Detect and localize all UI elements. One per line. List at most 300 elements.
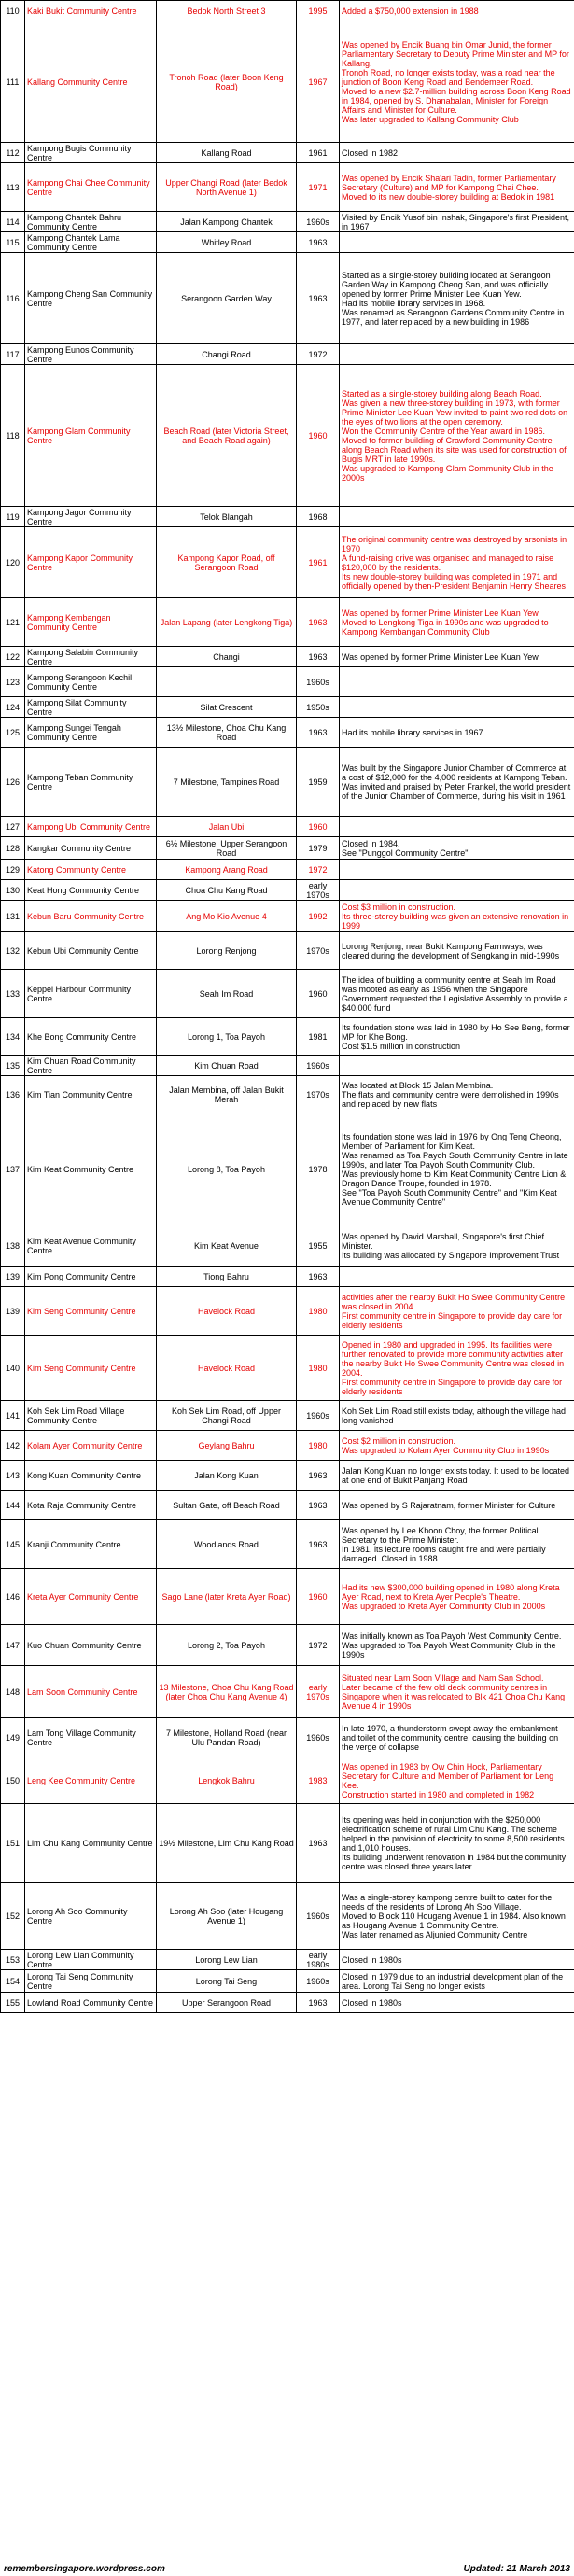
year-opened: 1959: [297, 748, 340, 817]
row-number: 153: [1, 1950, 25, 1970]
centre-location: Whitley Road: [157, 232, 297, 253]
centre-location: 13½ Milestone, Choa Chu Kang Road: [157, 718, 297, 748]
table-row: [1, 1491, 574, 1520]
note-line: Was initially known as Toa Payoh West Community Centre.: [342, 1631, 562, 1641]
row-number: 143: [1, 1461, 25, 1491]
table-row: [1, 1666, 574, 1718]
centre-notes: [340, 837, 574, 860]
row-number: 139: [1, 1267, 25, 1287]
note-line: Had its mobile library services in 1967: [342, 727, 483, 737]
year-opened: 1972: [297, 344, 340, 365]
note-line: Won the Community Centre of the Year award in 1986.: [342, 426, 545, 436]
row-number: 149: [1, 1718, 25, 1757]
centre-name: Lowland Road Community Centre: [25, 1993, 157, 2013]
note-line: Was opened by Lee Khoon Choy, the former Political Secretary to the Prime Minister.: [342, 1525, 539, 1545]
note-line: Cost $1.5 million in construction: [342, 1041, 461, 1051]
centre-location: Jalan Membina, off Jalan Bukit Merah: [157, 1076, 297, 1113]
centre-name: Kim Chuan Road Community Centre: [25, 1056, 157, 1076]
year-opened: 1960s: [297, 1883, 340, 1950]
centre-notes: [340, 1883, 574, 1950]
table-row: [1, 1267, 574, 1287]
note-line: Was opened by former Prime Minister Lee Kuan Yew: [342, 651, 539, 662]
table-row: [1, 1336, 574, 1401]
site-url: remembersingapore.wordpress.com: [4, 2564, 165, 2574]
year-opened: 1960s: [297, 667, 340, 697]
centre-notes: [340, 1225, 574, 1267]
centre-notes: [340, 212, 574, 232]
note-line: Added a $750,000 extension in 1988: [342, 6, 479, 16]
note-line: Closed in 1984.: [342, 838, 400, 848]
centre-location: Upper Serangoon Road: [157, 1993, 297, 2013]
row-number: 118: [1, 365, 25, 507]
row-number: 122: [1, 647, 25, 667]
note-line: Its foundation stone was laid in 1980 by Ho See Beng, former MP for Khe Bong.: [342, 1022, 570, 1042]
note-line: Construction started in 1980 and completed in 1982: [342, 1789, 535, 1799]
footer: [0, 2563, 574, 2576]
table-row: [1, 1950, 574, 1970]
year-opened: 1950s: [297, 697, 340, 718]
centre-name: Kim Pong Community Centre: [25, 1267, 157, 1287]
centre-location: Lorong Renjong: [157, 932, 297, 970]
centre-notes: [340, 598, 574, 647]
centre-name: Kong Kuan Community Centre: [25, 1461, 157, 1491]
year-opened: early 1980s: [297, 1950, 340, 1970]
table-row: [1, 647, 574, 667]
centre-location: Bedok North Street 3: [157, 1, 297, 21]
note-line: Visited by Encik Yusof bin Inshak, Singapore's first President, in 1967: [342, 212, 570, 231]
centre-name: Katong Community Centre: [25, 860, 157, 880]
row-number: 152: [1, 1883, 25, 1950]
note-line: See "Punggol Community Centre": [342, 847, 469, 858]
table-body: [1, 1, 574, 2013]
centre-name: Kampong Serangoon Kechil Community Centre: [25, 667, 157, 697]
note-line: Was upgraded to Kampong Glam Community Club in the 2000s: [342, 463, 553, 483]
row-number: 129: [1, 860, 25, 880]
year-opened: 1970s: [297, 1076, 340, 1113]
table-row: [1, 1718, 574, 1757]
centre-location: 13 Milestone, Choa Chu Kang Road (later Choa Chu Kang Avenue 4): [157, 1666, 297, 1718]
centre-name: Lam Tong Village Community Centre: [25, 1718, 157, 1757]
centre-name: Kampong Silat Community Centre: [25, 697, 157, 718]
centre-notes: [340, 365, 574, 507]
centre-notes: [340, 253, 574, 344]
centre-notes: [340, 1970, 574, 1993]
centre-notes: [340, 1461, 574, 1491]
centre-notes: [340, 1267, 574, 1287]
centre-name: Keat Hong Community Centre: [25, 880, 157, 901]
centre-location: Ang Mo Kio Avenue 4: [157, 901, 297, 932]
table-row: [1, 718, 574, 748]
row-number: 127: [1, 817, 25, 837]
note-line: Cost $3 million in construction.: [342, 902, 456, 912]
centre-notes: [340, 1076, 574, 1113]
row-number: 128: [1, 837, 25, 860]
year-opened: 1963: [297, 647, 340, 667]
centre-name: Kampong Cheng San Community Centre: [25, 253, 157, 344]
centre-notes: [340, 647, 574, 667]
table-row: [1, 667, 574, 697]
table-row: [1, 1431, 574, 1461]
centre-location: Sultan Gate, off Beach Road: [157, 1491, 297, 1520]
centre-name: Kampong Glam Community Centre: [25, 365, 157, 507]
centre-name: Kampong Salabin Community Centre: [25, 647, 157, 667]
year-opened: 1972: [297, 860, 340, 880]
centre-notes: [340, 697, 574, 718]
centre-location: Changi: [157, 647, 297, 667]
year-opened: 1960: [297, 365, 340, 507]
year-opened: 1960: [297, 817, 340, 837]
centre-name: Kampong Eunos Community Centre: [25, 344, 157, 365]
note-line: First community centre in Singapore to provide day care for elderly residents: [342, 1310, 563, 1330]
table-row: [1, 748, 574, 817]
year-opened: 1972: [297, 1625, 340, 1666]
year-opened: 1960s: [297, 1970, 340, 1993]
centre-location: Geylang Bahru: [157, 1431, 297, 1461]
year-opened: 1968: [297, 507, 340, 527]
row-number: 120: [1, 527, 25, 598]
row-number: 151: [1, 1804, 25, 1883]
row-number: 113: [1, 163, 25, 212]
note-line: activities after the nearby Bukit Ho Swee Community Centre was closed in 2004.: [342, 1292, 566, 1311]
row-number: 125: [1, 718, 25, 748]
centre-location: Jalan Kampong Chantek: [157, 212, 297, 232]
row-number: 119: [1, 507, 25, 527]
centre-location: Telok Blangah: [157, 507, 297, 527]
centre-location: Beach Road (later Victoria Street, and Beach Road again): [157, 365, 297, 507]
centre-notes: [340, 163, 574, 212]
year-opened: 1963: [297, 598, 340, 647]
year-opened: 1978: [297, 1113, 340, 1225]
centre-location: Kim Keat Avenue: [157, 1225, 297, 1267]
year-opened: 1960s: [297, 1718, 340, 1757]
centre-location: Woodlands Road: [157, 1520, 297, 1569]
centre-location: Lengkok Bahru: [157, 1757, 297, 1804]
centre-name: Kolam Ayer Community Centre: [25, 1431, 157, 1461]
note-line: Later became of the few old deck community centres in Singapore when it was relocated to Blk 421 Choa Chu Kang Avenue 4 in 1990s: [342, 1682, 566, 1711]
note-line: Had its mobile library services in 1968.: [342, 298, 486, 308]
centre-location: 7 Milestone, Holland Road (near Ulu Pandan Road): [157, 1718, 297, 1757]
row-number: 148: [1, 1666, 25, 1718]
centre-location: Havelock Road: [157, 1336, 297, 1401]
year-opened: 1980: [297, 1431, 340, 1461]
note-line: Started as a single-storey building along Beach Road.: [342, 388, 542, 399]
centre-name: Leng Kee Community Centre: [25, 1757, 157, 1804]
year-opened: 1963: [297, 1491, 340, 1520]
row-number: 147: [1, 1625, 25, 1666]
row-number: 126: [1, 748, 25, 817]
year-opened: 1955: [297, 1225, 340, 1267]
note-line: Was later upgraded to Kallang Community Club: [342, 114, 519, 124]
table-row: [1, 1970, 574, 1993]
year-opened: 1981: [297, 1018, 340, 1056]
note-line: Situated near Lam Soon Village and Nam San School.: [342, 1673, 544, 1683]
centre-notes: [340, 1569, 574, 1625]
note-line: Was opened by David Marshall, Singapore's first Chief Minister.: [342, 1231, 544, 1251]
note-line: Was later renamed as Aljunied Community Centre: [342, 1929, 528, 1939]
table-row: [1, 1401, 574, 1431]
table-row: [1, 1569, 574, 1625]
note-line: Moved to former building of Crawford Community Centre along Beach Road when its site was used for construction of Bugis MRT in late 1990s.: [342, 435, 567, 464]
centre-name: Kim Seng Community Centre: [25, 1287, 157, 1336]
centre-notes: [340, 817, 574, 837]
centre-notes: [340, 1757, 574, 1804]
centre-name: Kampong Chantek Bahru Community Centre: [25, 212, 157, 232]
centre-location: Kampong Arang Road: [157, 860, 297, 880]
note-line: First community centre in Singapore to provide day care for elderly residents: [342, 1377, 563, 1396]
year-opened: 1963: [297, 1520, 340, 1569]
centre-name: Kebun Ubi Community Centre: [25, 932, 157, 970]
row-number: 134: [1, 1018, 25, 1056]
note-line: Was opened in 1983 by Ow Chin Hock, Parliamentary Secretary for Culture and Member of Parliament for Leng Kee.: [342, 1761, 554, 1790]
table-row: [1, 1993, 574, 2013]
note-line: Was upgraded to Kreta Ayer Community Club in 2000s: [342, 1601, 546, 1611]
year-opened: 1963: [297, 232, 340, 253]
centre-location: Silat Crescent: [157, 697, 297, 718]
note-line: The idea of building a community centre at Seah Im Road was mooted as early as 1956 when the Singapore Government requested the Legislative Assembly to provide a $40,000 fund: [342, 974, 568, 1013]
centre-location: Kampong Kapor Road, off Serangoon Road: [157, 527, 297, 598]
centre-location: Serangoon Garden Way: [157, 253, 297, 344]
row-number: 123: [1, 667, 25, 697]
note-line: Was renamed as Serangoon Gardens Community Centre in 1977, and later replaced by a new building in 1986: [342, 307, 565, 327]
centre-location: 6½ Milestone, Upper Serangoon Road: [157, 837, 297, 860]
centre-notes: [340, 1993, 574, 2013]
centre-location: Koh Sek Lim Road, off Upper Changi Road: [157, 1401, 297, 1431]
note-line: Had its new $300,000 building opened in 1980 along Kreta Ayer Road, next to Kreta Ayer People's Theatre.: [342, 1582, 560, 1602]
note-line: Its three-storey building was given an extensive renovation in 1999: [342, 911, 569, 931]
row-number: 141: [1, 1401, 25, 1431]
centre-notes: [340, 1018, 574, 1056]
centre-name: Kampong Kembangan Community Centre: [25, 598, 157, 647]
table-row: [1, 880, 574, 901]
centre-name: Kaki Bukit Community Centre: [25, 1, 157, 21]
row-number: 155: [1, 1993, 25, 2013]
centre-notes: [340, 21, 574, 143]
table-row: [1, 970, 574, 1018]
row-number: 114: [1, 212, 25, 232]
table-row: [1, 365, 574, 507]
centre-name: Lam Soon Community Centre: [25, 1666, 157, 1718]
table-row: [1, 1056, 574, 1076]
row-number: 154: [1, 1970, 25, 1993]
centre-name: Kampong Chai Chee Community Centre: [25, 163, 157, 212]
year-opened: early 1970s: [297, 1666, 340, 1718]
year-opened: 1980: [297, 1336, 340, 1401]
note-line: Was upgraded to Kolam Ayer Community Club in 1990s: [342, 1445, 550, 1455]
note-line: Was opened by former Prime Minister Lee Kuan Yew.: [342, 608, 540, 618]
table-row: [1, 1461, 574, 1491]
table-row: [1, 860, 574, 880]
year-opened: 1960s: [297, 212, 340, 232]
row-number: 137: [1, 1113, 25, 1225]
year-opened: 1970s: [297, 932, 340, 970]
table-row: [1, 163, 574, 212]
centre-name: Kim Keat Avenue Community Centre: [25, 1225, 157, 1267]
table-row: [1, 837, 574, 860]
note-line: Its opening was held in conjunction with the $250,000 electrification scheme of rural Lim Chu Kang. The scheme helped in the provision of electricity to some 8,500 residents and 1,010 houses.: [342, 1814, 565, 1853]
centre-notes: [340, 667, 574, 697]
row-number: 139: [1, 1287, 25, 1336]
centre-location: [157, 667, 297, 697]
note-line: Moved to a new $2.7-million building across Boon Keng Road in 1984, opened by S. Dhanabalan, Minister for Foreign Affairs and Minister for Culture.: [342, 86, 571, 115]
year-opened: 1963: [297, 253, 340, 344]
note-line: Was renamed as Toa Payoh South Community Centre in late 1990s, and later Toa Payoh South Community Club.: [342, 1150, 568, 1169]
centre-name: Kranji Community Centre: [25, 1520, 157, 1569]
note-line: Opened in 1980 and upgraded in 1995. Its facilities were further renovated to provide more community activities after the nearby Bukit Ho Swee Community Centre was closed in 2004.: [342, 1339, 565, 1378]
table-row: [1, 253, 574, 344]
year-opened: 1983: [297, 1757, 340, 1804]
centre-name: Kampong Sungei Tengah Community Centre: [25, 718, 157, 748]
centre-notes: [340, 232, 574, 253]
note-line: Its building underwent renovation in 1984 but the community centre was closed three years later: [342, 1852, 567, 1871]
year-opened: 1960s: [297, 1056, 340, 1076]
row-number: 130: [1, 880, 25, 901]
centre-location: Jalan Kong Kuan: [157, 1461, 297, 1491]
note-line: Was built by the Singapore Junior Chamber of Commerce at a cost of $12,000 for the 4,000 residents at Kampong Teban.: [342, 763, 567, 782]
row-number: 110: [1, 1, 25, 21]
table-row: [1, 1113, 574, 1225]
note-line: Was upgraded to Toa Payoh West Community Club in the 1990s: [342, 1640, 556, 1659]
centre-name: Kota Raja Community Centre: [25, 1491, 157, 1520]
table-row: [1, 232, 574, 253]
row-number: 112: [1, 143, 25, 163]
centre-name: Kangkar Community Centre: [25, 837, 157, 860]
year-opened: 1971: [297, 163, 340, 212]
table-row: [1, 1804, 574, 1883]
centre-location: Jalan Ubi: [157, 817, 297, 837]
centre-location: Seah Im Road: [157, 970, 297, 1018]
centre-name: Kampong Ubi Community Centre: [25, 817, 157, 837]
year-opened: 1963: [297, 1267, 340, 1287]
note-line: A fund-raising drive was organised and managed to raise $120,000 by the residents.: [342, 553, 554, 572]
note-line: Koh Sek Lim Road still exists today, although the village had long vanished: [342, 1406, 566, 1425]
table-row: [1, 1225, 574, 1267]
centre-name: Koh Sek Lim Road Village Community Centre: [25, 1401, 157, 1431]
table-row: [1, 344, 574, 365]
centre-notes: [340, 1491, 574, 1520]
note-line: Closed in 1979 due to an industrial development plan of the area. Lorong Tai Seng no longer exists: [342, 1971, 564, 1991]
row-number: 142: [1, 1431, 25, 1461]
centre-name: Kim Tian Community Centre: [25, 1076, 157, 1113]
note-line: Closed in 1980s: [342, 1997, 402, 2008]
centre-name: Kim Seng Community Centre: [25, 1336, 157, 1401]
table-row: [1, 1076, 574, 1113]
note-line: Tronoh Road, no longer exists today, was a road near the junction of Boon Keng Road and Bendemeer Road.: [342, 67, 555, 87]
centre-notes: [340, 860, 574, 880]
row-number: 117: [1, 344, 25, 365]
note-line: Moved to Lengkong Tiga in 1990s and was upgraded to Kampong Kembangan Community Club: [342, 617, 549, 637]
year-opened: 1995: [297, 1, 340, 21]
note-line: The original community centre was destroyed by arsonists in 1970: [342, 534, 567, 553]
year-opened: 1961: [297, 143, 340, 163]
table-row: [1, 527, 574, 598]
note-line: Was located at Block 15 Jalan Membina.: [342, 1080, 494, 1090]
table-row: [1, 901, 574, 932]
row-number: 115: [1, 232, 25, 253]
note-line: Moved to Block 110 Hougang Avenue 1 in 1984. Also known as Hougang Avenue 1 Community Centre.: [342, 1911, 566, 1930]
table-row: [1, 932, 574, 970]
note-line: In 1981, its lecture rooms caught fire and were partially damaged. Closed in 1988: [342, 1544, 546, 1563]
centre-notes: [340, 1113, 574, 1225]
table-row: [1, 1520, 574, 1569]
centre-name: Kampong Teban Community Centre: [25, 748, 157, 817]
note-line: Was opened by Encik Sha'ari Tadin, former Parliamentary Secretary (Culture) and MP for Kampong Chai Chee.: [342, 173, 556, 192]
centre-location: Lorong Lew Lian: [157, 1950, 297, 1970]
note-line: Lorong Renjong, near Bukit Kampong Farmways, was cleared during the development of Sengkang in mid-1990s: [342, 941, 560, 960]
note-line: Its building was allocated by Singapore Improvement Trust: [342, 1250, 560, 1260]
centre-notes: [340, 507, 574, 527]
year-opened: 1963: [297, 1461, 340, 1491]
note-line: Jalan Kong Kuan no longer exists today. It used to be located at one end of Bukit Panjang Road: [342, 1465, 569, 1485]
row-number: 145: [1, 1520, 25, 1569]
centre-notes: [340, 880, 574, 901]
note-line: Started as a single-storey building located at Serangoon Garden Way in Kampong Cheng San, and was officially opened by former Prime Minister Lee Kuan Yew.: [342, 270, 551, 299]
centre-name: Lorong Ah Soo Community Centre: [25, 1883, 157, 1950]
centre-name: Kuo Chuan Community Centre: [25, 1625, 157, 1666]
note-line: See "Toa Payoh South Community Centre" and "Kim Keat Avenue Community Centre": [342, 1187, 557, 1207]
row-number: 138: [1, 1225, 25, 1267]
table-row: [1, 697, 574, 718]
note-line: Its new double-storey building was completed in 1971 and officially opened by then-President Benjamin Henry Sheares: [342, 571, 566, 591]
updated-date: Updated: 21 March 2013: [463, 2564, 570, 2574]
table-row: [1, 1287, 574, 1336]
centre-notes: [340, 718, 574, 748]
year-opened: 1960s: [297, 1401, 340, 1431]
centre-notes: [340, 344, 574, 365]
centre-location: Havelock Road: [157, 1287, 297, 1336]
year-opened: 1961: [297, 527, 340, 598]
row-number: 131: [1, 901, 25, 932]
centre-name: Lim Chu Kang Community Centre: [25, 1804, 157, 1883]
year-opened: 1967: [297, 21, 340, 143]
centre-location: Lorong Ah Soo (later Hougang Avenue 1): [157, 1883, 297, 1950]
centre-notes: [340, 1520, 574, 1569]
centre-location: Upper Changi Road (later Bedok North Avenue 1): [157, 163, 297, 212]
year-opened: early 1970s: [297, 880, 340, 901]
centre-location: Changi Road: [157, 344, 297, 365]
centre-name: Kim Keat Community Centre: [25, 1113, 157, 1225]
note-line: The flats and community centre were demolished in 1990s and replaced by new flats: [342, 1089, 559, 1109]
note-line: Was a single-storey kampong centre built to cater for the needs of the residents of Lorong Ah Soo Village.: [342, 1892, 553, 1911]
centre-name: Kampong Bugis Community Centre: [25, 143, 157, 163]
centre-notes: [340, 1056, 574, 1076]
centre-name: Kampong Kapor Community Centre: [25, 527, 157, 598]
centre-notes: [340, 1287, 574, 1336]
table-row: [1, 143, 574, 163]
centre-location: Tiong Bahru: [157, 1267, 297, 1287]
centre-location: Tronoh Road (later Boon Keng Road): [157, 21, 297, 143]
centre-name: Kallang Community Centre: [25, 21, 157, 143]
table-row: [1, 507, 574, 527]
row-number: 132: [1, 932, 25, 970]
table-row: [1, 817, 574, 837]
year-opened: 1963: [297, 1993, 340, 2013]
centre-location: Lorong 8, Toa Payoh: [157, 1113, 297, 1225]
centre-notes: [340, 901, 574, 932]
centre-location: Kim Chuan Road: [157, 1056, 297, 1076]
centre-notes: [340, 1718, 574, 1757]
centre-name: Lorong Tai Seng Community Centre: [25, 1970, 157, 1993]
centre-notes: [340, 932, 574, 970]
centre-notes: [340, 143, 574, 163]
year-opened: 1960: [297, 970, 340, 1018]
centre-name: Kebun Baru Community Centre: [25, 901, 157, 932]
centre-name: Keppel Harbour Community Centre: [25, 970, 157, 1018]
year-opened: 1992: [297, 901, 340, 932]
note-line: Moved to its new double-storey building at Bedok in 1981: [342, 191, 555, 202]
centre-notes: [340, 527, 574, 598]
centre-notes: [340, 748, 574, 817]
table-row: [1, 21, 574, 143]
